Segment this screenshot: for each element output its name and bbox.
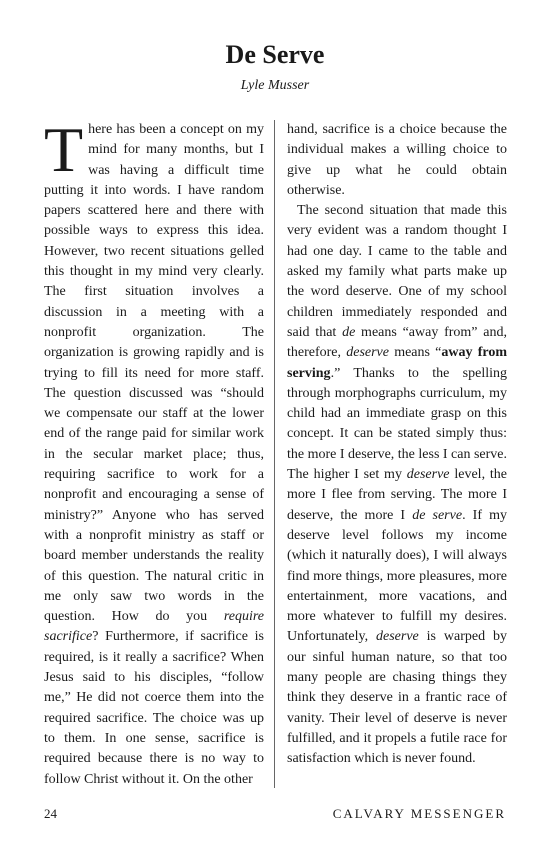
paragraph xyxy=(44,114,264,790)
right-column xyxy=(287,120,507,770)
emphasis: deserve xyxy=(406,467,450,483)
text-run: means “away from” and, therefore, xyxy=(287,324,507,361)
page-number: 24 xyxy=(44,806,57,821)
emphasis: deserve xyxy=(346,345,389,361)
paragraph xyxy=(287,120,507,201)
column-divider xyxy=(274,120,275,788)
text-run: The second situation that made this very evident was a random thought I had one day. I came to the table and asked my family what parts make up the word deserve. One of my school children immediately responded and said that xyxy=(287,203,507,340)
article-title: De Serve xyxy=(225,40,325,69)
emphasis: require sacrifice xyxy=(44,609,264,645)
emphasis: de serve xyxy=(412,507,463,523)
text-run: is warped by our sinful human nature, so that too many people are chasing things they think they deserve in a frantic race of vanity. Their level of deserve is never fulfilled, and it propels a futile race for satisfaction which is never found. xyxy=(287,629,507,767)
article-author: Lyle Musser xyxy=(240,78,310,93)
text-run: means “ xyxy=(389,345,442,361)
emphasis: de xyxy=(342,324,356,340)
text-run: hand, sacrifice is a choice because the individual makes a willing choice to give up what he could obtain otherwise. xyxy=(287,122,507,198)
text-run: ? Furthermore, if sacrifice is required, is it really a sacrifice? When Jesus said to his disciples, “follow me,” He did not coerce them into the required sacrifice. The choice was up to them. In one sense, sacrifice is required because there is no way to follow Christ without it. On the other xyxy=(44,629,264,787)
text-run: here has been a concept on my mind for many months, but I was having a difficult time putting it into words. I have random papers scattered here and there with possible ways to express this idea. However, two recent situations gelled this thought in my mind very clearly. The first situation involves a discussion in a meeting with a nonprofit organization. The organization is growing rapidly and is trying to fill its need for more staff. The question discussed was “should we compensate our staff at the lower end of the range paid for similar work in the secular market place; thus, requiring sacrifice to work for a nonprofit and encouraging a sense of ministry?” Anyone who has served with a nonprofit ministry as staff or board member understands the reality of this question. The natural critic in me only saw two words in the question. How do you xyxy=(44,122,264,625)
emphasis: deserve xyxy=(376,629,419,645)
text-run: level, the more I flee from serving. The more I deserve, the more I xyxy=(287,467,507,523)
text-run: .” Thanks to the spelling through morphographs curriculum, my child had an immediate grasp on this concept. It can be stated simply thus: the more I deserve, the less I can serve. The higher I set my xyxy=(287,365,508,483)
text-run: . If my deserve level follows my income (which it naturally does), I will always find more things, more pleasures, more entertainment, more vacations, and more whatever to fulfill my desires. Unfortunately, xyxy=(287,507,507,645)
bold-phrase: away from serving xyxy=(287,345,507,381)
publication-name: CALVARY MESSENGER xyxy=(332,806,506,821)
page-footer xyxy=(44,806,506,822)
drop-cap: T xyxy=(44,114,84,185)
left-column xyxy=(44,114,264,790)
paragraph xyxy=(287,201,507,769)
